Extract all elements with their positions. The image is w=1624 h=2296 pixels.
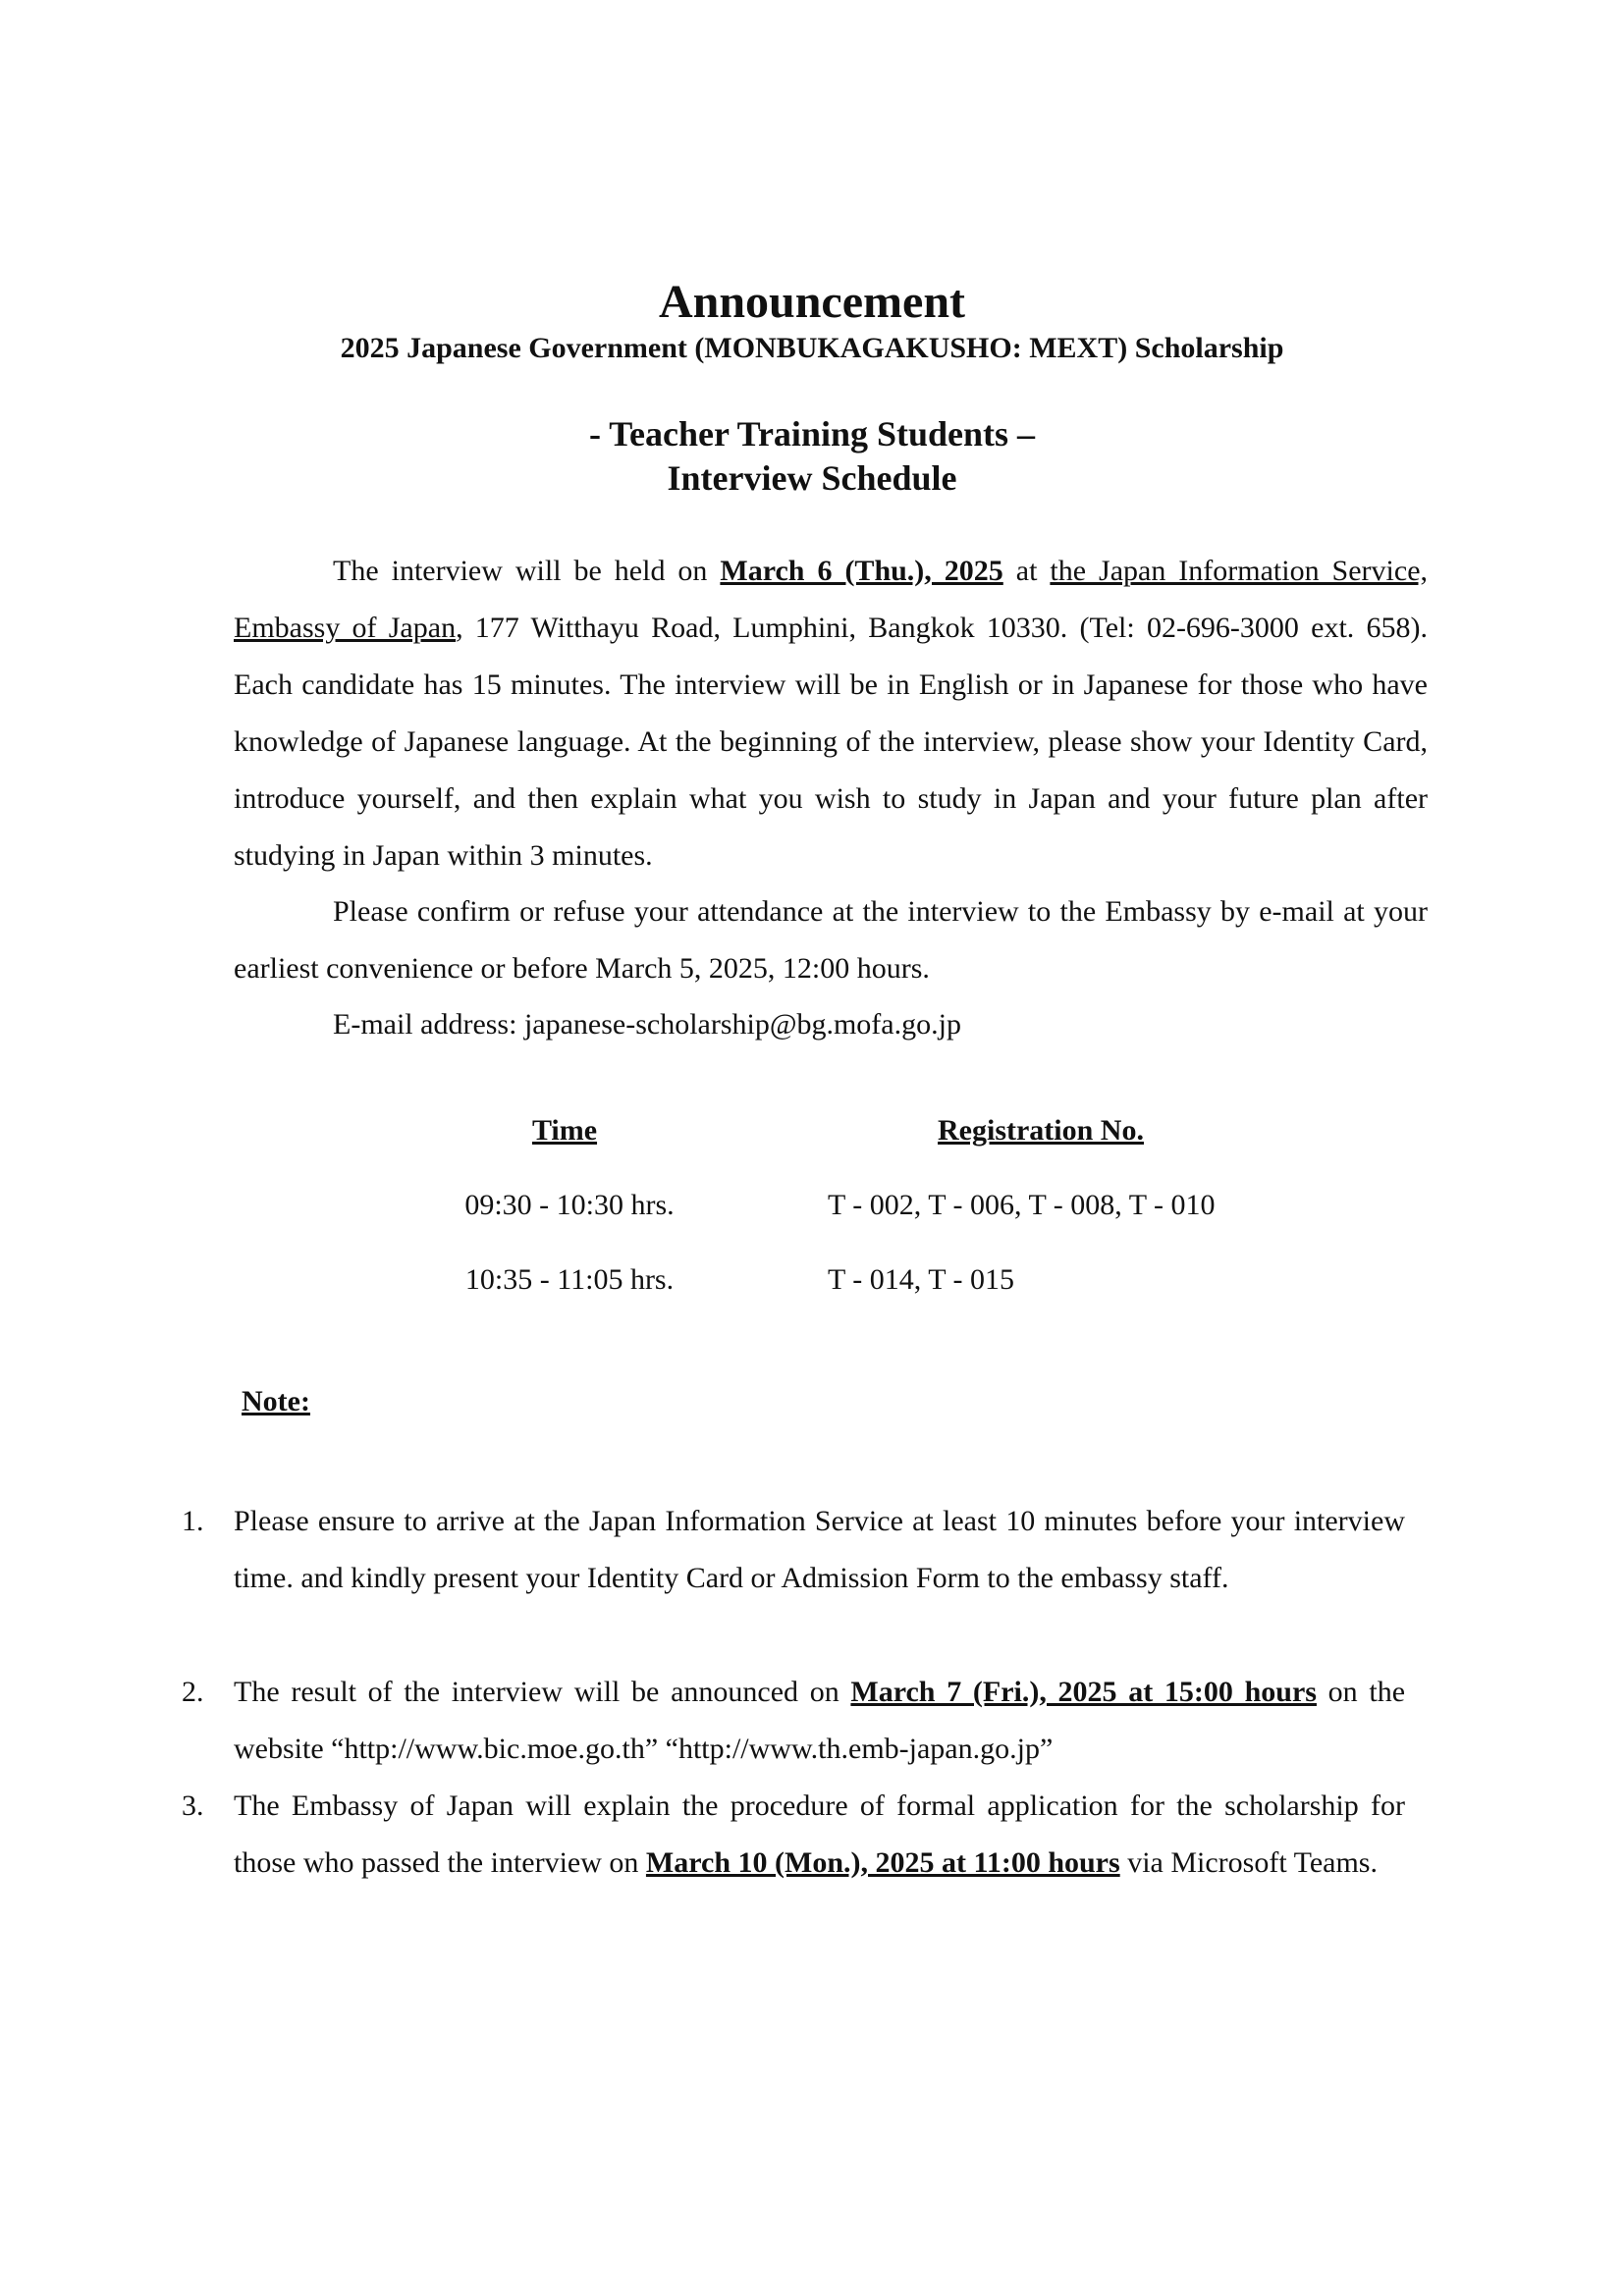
- email-line: E-mail address: japanese-scholarship@bg.mofa.go.jp: [333, 1008, 961, 1041]
- schedule-row-registration: T - 002, T - 006, T - 008, T - 010: [828, 1189, 1216, 1221]
- result-datetime: March 7 (Fri.), 2025 at 15:00 hours: [850, 1676, 1317, 1708]
- intro-text: The interview will be held on: [333, 555, 721, 587]
- section-heading-interview-schedule: Interview Schedule: [667, 458, 957, 498]
- schedule-header-registration: Registration No.: [938, 1114, 1144, 1147]
- list-item-number: 2.: [182, 1676, 204, 1708]
- list-item-number: 3.: [182, 1789, 204, 1822]
- intro-rest: , 177 Witthayu Road, Lumphini, Bangkok 10330. (Tel: 02-696-3000 ext. 658). Each candidate has 15 minutes. The interview will be in English or in Japanese for those who have knowledge of Japanese language. At the beginning of the interview, please show your Identity Card, introduce yourself, and then explain what you wish to study in Japan and your future plan after studying in Japan within 3 minutes.: [234, 612, 1429, 872]
- result-text: The result of the interview will be announced on: [234, 1676, 851, 1708]
- page-title: Announcement: [658, 276, 966, 328]
- list-item-number: 1.: [182, 1505, 204, 1537]
- result-websites: on the website “http://www.bic.moe.go.th” “http://www.th.emb-japan.go.jp”: [234, 1676, 1406, 1765]
- procedure-text: The Embassy of Japan will explain the procedure of formal application for the scholarship for those who passed the interview on: [234, 1789, 1405, 1879]
- attendance-paragraph: Please confirm or refuse your attendance at the interview to the Embassy by e-mail at your earliest convenience or before March 5, 2025, 12:00 hours.: [234, 895, 1428, 985]
- section-heading-teacher-training: - Teacher Training Students –: [588, 414, 1036, 454]
- procedure-via: via Microsoft Teams.: [1119, 1846, 1378, 1879]
- interview-venue: the Japan Information Service, Embassy of Japan: [234, 555, 1429, 644]
- schedule-header-time: Time: [531, 1114, 598, 1147]
- list-item-text: [234, 1778, 1405, 1892]
- page-subtitle: 2025 Japanese Government (MONBUKAGAKUSHO: MEXT) Scholarship: [340, 332, 1284, 364]
- intro-at: at: [1002, 555, 1051, 587]
- list-item-text: [234, 1664, 1405, 1778]
- note-label: Note:: [242, 1385, 310, 1417]
- schedule-row-registration: T - 014, T - 015: [828, 1263, 1015, 1296]
- procedure-datetime: March 10 (Mon.), 2025 at 11:00 hours: [645, 1846, 1120, 1879]
- intro-paragraph: [234, 543, 1428, 884]
- schedule-row-time: 09:30 - 10:30 hrs.: [464, 1189, 675, 1221]
- list-item-text: Please ensure to arrive at the Japan Information Service at least 10 minutes before your interview time. and kindly present your Identity Card or Admission Form to the embassy staff.: [234, 1505, 1405, 1594]
- interview-date: March 6 (Thu.), 2025: [720, 555, 1003, 587]
- schedule-row-time: 10:35 - 11:05 hrs.: [464, 1263, 675, 1296]
